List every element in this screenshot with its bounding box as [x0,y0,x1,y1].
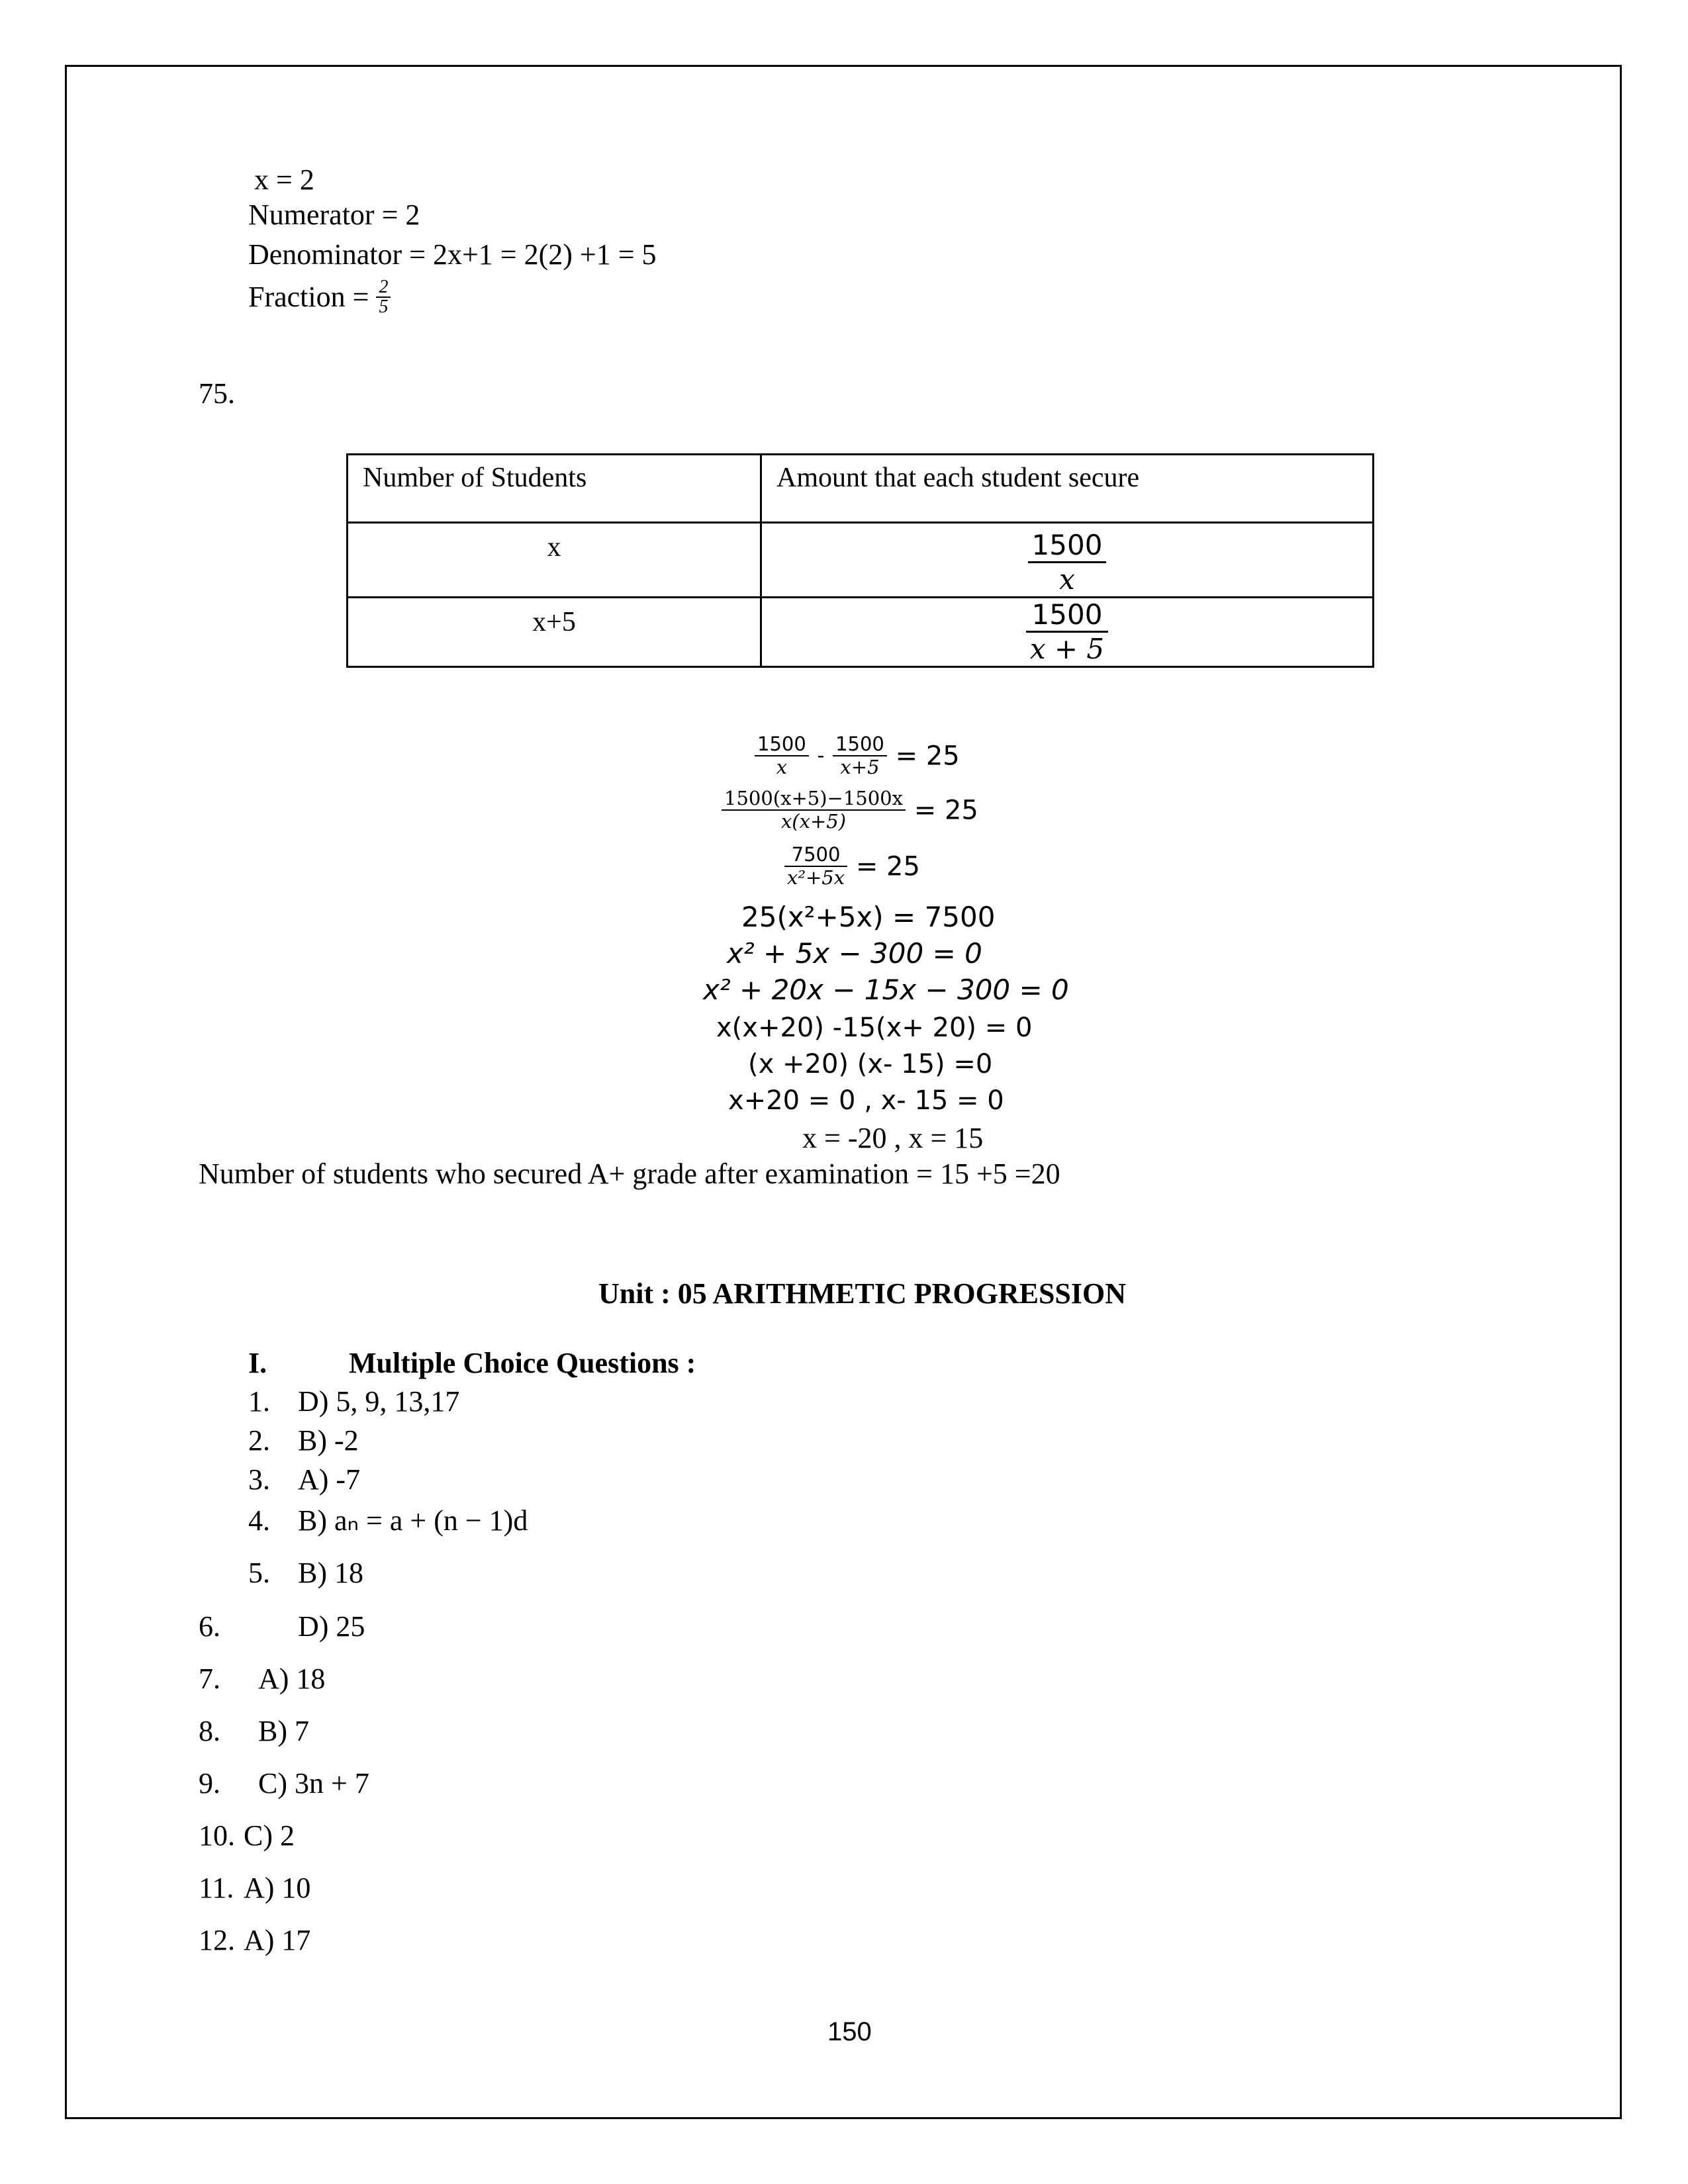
section-title: Multiple Choice Questions : [349,1347,696,1379]
answer-text: A) 17 [244,1924,311,1956]
fraction-numerator: 2 [379,277,389,297]
step-5: x² + 5x − 300 = 0 [727,937,982,970]
step-1-den-b: x+5 [833,755,887,778]
conclusion: Number of students who secured A+ grade after examination = 15 +5 =20 [199,1158,1060,1190]
page-number: 150 [827,2017,872,2046]
step-3-frac [784,844,847,889]
answer-text: B) 7 [258,1715,309,1747]
answer-text: A) 18 [258,1662,326,1695]
answer-text: D) 5, 9, 13,17 [298,1385,460,1418]
answer-text: A) 10 [244,1872,311,1904]
step-8: (x +20) (x- 15) =0 [748,1049,993,1079]
table-cell-students: x [348,523,761,598]
step-9: x+20 = 0 , x- 15 = 0 [728,1085,1004,1116]
answer-number: 9. [199,1767,220,1799]
step-1-num-a: 1500 [757,733,806,755]
step-2-rhs: = 25 [914,795,978,826]
students-table [346,453,1374,668]
step-2 [722,788,978,833]
table-header-students: Number of Students [348,455,761,523]
answer-number: 7. [199,1662,220,1695]
step-1-num-b: 1500 [835,733,884,755]
numerator-line: Numerator = 2 [248,199,420,231]
table-cell-students: x+5 [348,598,761,667]
fraction-value [376,278,391,316]
answer-number: 5. [248,1557,270,1589]
step-2-frac [722,788,906,833]
answer-number: 4. [248,1504,270,1537]
question-number: 75. [199,377,235,410]
fraction-denominator: 5 [376,296,391,316]
step-1 [755,733,960,779]
unit-title: Unit : 05 ARITHMETIC PROGRESSION [598,1277,1127,1310]
step-2-den: x(x+5) [722,809,906,833]
answer-number: 3. [248,1463,270,1496]
answer-text: A) -7 [298,1463,361,1496]
answer-number: 2. [248,1424,270,1457]
step-1-minus: - [817,744,825,768]
table-header-amount: Amount that each student secure [761,455,1374,523]
table-cell-amount [761,523,1374,598]
step-4: 25(x²+5x) = 7500 [741,901,996,933]
amount-fraction [1026,598,1108,665]
step-1-frac-a [755,733,809,779]
step-7: x(x+20) -15(x+ 20) = 0 [716,1013,1033,1043]
step-1-frac-b [833,733,887,779]
answer-number: 1. [248,1385,270,1418]
fraction-label: Fraction = [248,281,369,313]
answer-number: 10. [199,1819,235,1852]
step-2-num: 1500(x+5)−1500x [724,787,903,809]
fraction-line [248,278,391,316]
amount-fraction [1028,529,1107,596]
answer-number: 11. [199,1872,234,1904]
answer-text: C) 2 [244,1819,295,1852]
amount-numerator: 1500 [1031,529,1103,561]
answer-text: D) 25 [298,1610,365,1643]
step-3-rhs: = 25 [855,851,920,882]
step-3 [784,844,920,889]
step-1-rhs: = 25 [895,741,960,772]
step-3-den: x²+5x [784,866,847,889]
amount-denominator: x [1028,561,1107,596]
answer-text: B) aₙ = a + (n − 1)d [298,1504,528,1537]
amount-numerator: 1500 [1031,598,1103,631]
step-3-num: 7500 [791,843,841,866]
answer-number: 6. [199,1610,220,1643]
answer-text: B) 18 [298,1557,363,1589]
section-number: I. [248,1347,267,1379]
answer-text: B) -2 [298,1424,359,1457]
step-6: x² + 20x − 15x − 300 = 0 [703,974,1069,1006]
denominator-line: Denominator = 2x+1 = 2(2) +1 = 5 [248,238,657,271]
answer-number: 8. [199,1715,220,1747]
x-value-line: x = 2 [254,163,314,196]
answer-number: 12. [199,1924,235,1956]
answer-text: C) 3n + 7 [258,1767,369,1799]
step-10: x = -20 , x = 15 [802,1122,984,1154]
table-cell-amount [761,598,1374,667]
amount-denominator: x + 5 [1026,631,1108,665]
step-1-den-a: x [755,755,809,778]
